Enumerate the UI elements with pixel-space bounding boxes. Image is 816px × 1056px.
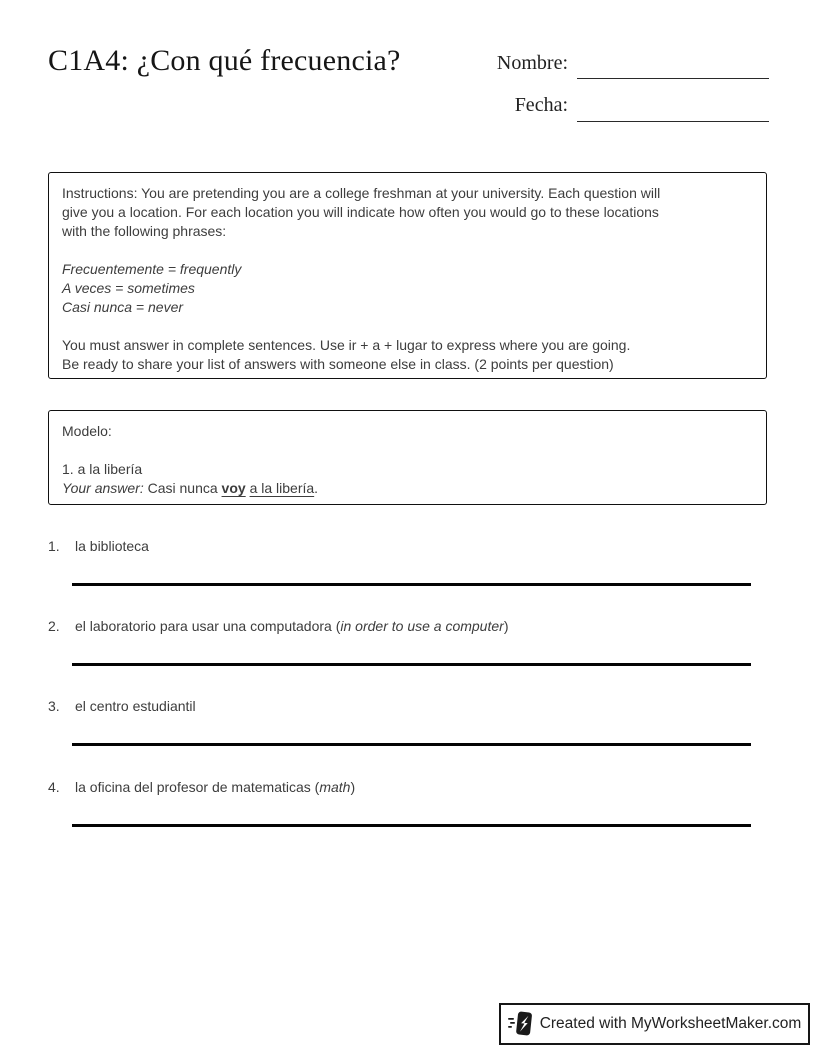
question-suffix: )	[350, 779, 356, 795]
question-4	[48, 778, 767, 797]
answer-blank-line[interactable]	[72, 824, 751, 827]
answer-text: Casi nunca	[143, 480, 222, 496]
question-number: 3.	[48, 698, 60, 714]
question-3	[48, 697, 767, 716]
instructions-text: with the following phrases:	[62, 223, 227, 239]
question-note: math	[319, 779, 351, 795]
question-text: el laboratorio para usar una computadora (	[75, 618, 341, 634]
phrase-sometimes: A veces = sometimes	[62, 280, 195, 296]
spacer	[62, 317, 753, 336]
question-text: la oficina del profesor de matematicas (	[75, 779, 320, 795]
answer-blank-line[interactable]	[72, 583, 751, 586]
instructions-closing: Be ready to share your list of answers with someone else in class. (2 points per question)	[62, 356, 614, 372]
model-example-prompt: 1. a la libería	[62, 461, 143, 477]
phrase-frequently: Frecuentemente = frequently	[62, 261, 242, 277]
answer-blank-line[interactable]	[72, 663, 751, 666]
answer-phrase: a la libería	[249, 480, 315, 496]
phrase-never: Casi nunca = never	[62, 299, 184, 315]
your-answer-label: Your answer:	[62, 480, 144, 496]
spacer	[62, 241, 753, 260]
question-1	[48, 537, 767, 556]
name-input-line[interactable]	[577, 78, 769, 79]
spacer	[62, 441, 753, 460]
question-number: 1.	[48, 538, 60, 554]
answer-blank-line[interactable]	[72, 743, 751, 746]
question-suffix: )	[503, 618, 509, 634]
instructions-text: Instructions: You are pretending you are a college freshman at your university. Each question will	[62, 185, 661, 201]
question-text: el centro estudiantil	[75, 698, 196, 714]
answer-verb: voy	[221, 480, 246, 496]
instructions-text: give you a location. For each location you will indicate how often you would go to these locations	[62, 204, 659, 220]
answer-period: .	[314, 480, 319, 496]
worksheet-maker-logo-icon	[508, 1011, 532, 1037]
instructions-box	[48, 172, 767, 379]
question-note: in order to use a computer	[340, 618, 504, 634]
question-2	[48, 617, 767, 636]
question-number: 4.	[48, 779, 60, 795]
credit-text: Created with MyWorksheetMaker.com	[539, 1015, 802, 1032]
question-text: la biblioteca	[75, 538, 149, 554]
model-label: Modelo:	[62, 423, 112, 439]
date-label: Fecha:	[514, 94, 568, 116]
model-example-answer	[62, 479, 753, 498]
date-input-line[interactable]	[577, 121, 769, 122]
name-label: Nombre:	[496, 52, 568, 74]
question-number: 2.	[48, 618, 60, 634]
instructions-closing: You must answer in complete sentences. Use ir + a + lugar to express where you are going.	[62, 337, 631, 353]
page-title: C1A4: ¿Con qué frecuencia?	[48, 44, 401, 77]
credit-badge	[499, 1003, 810, 1045]
model-box	[48, 410, 767, 505]
